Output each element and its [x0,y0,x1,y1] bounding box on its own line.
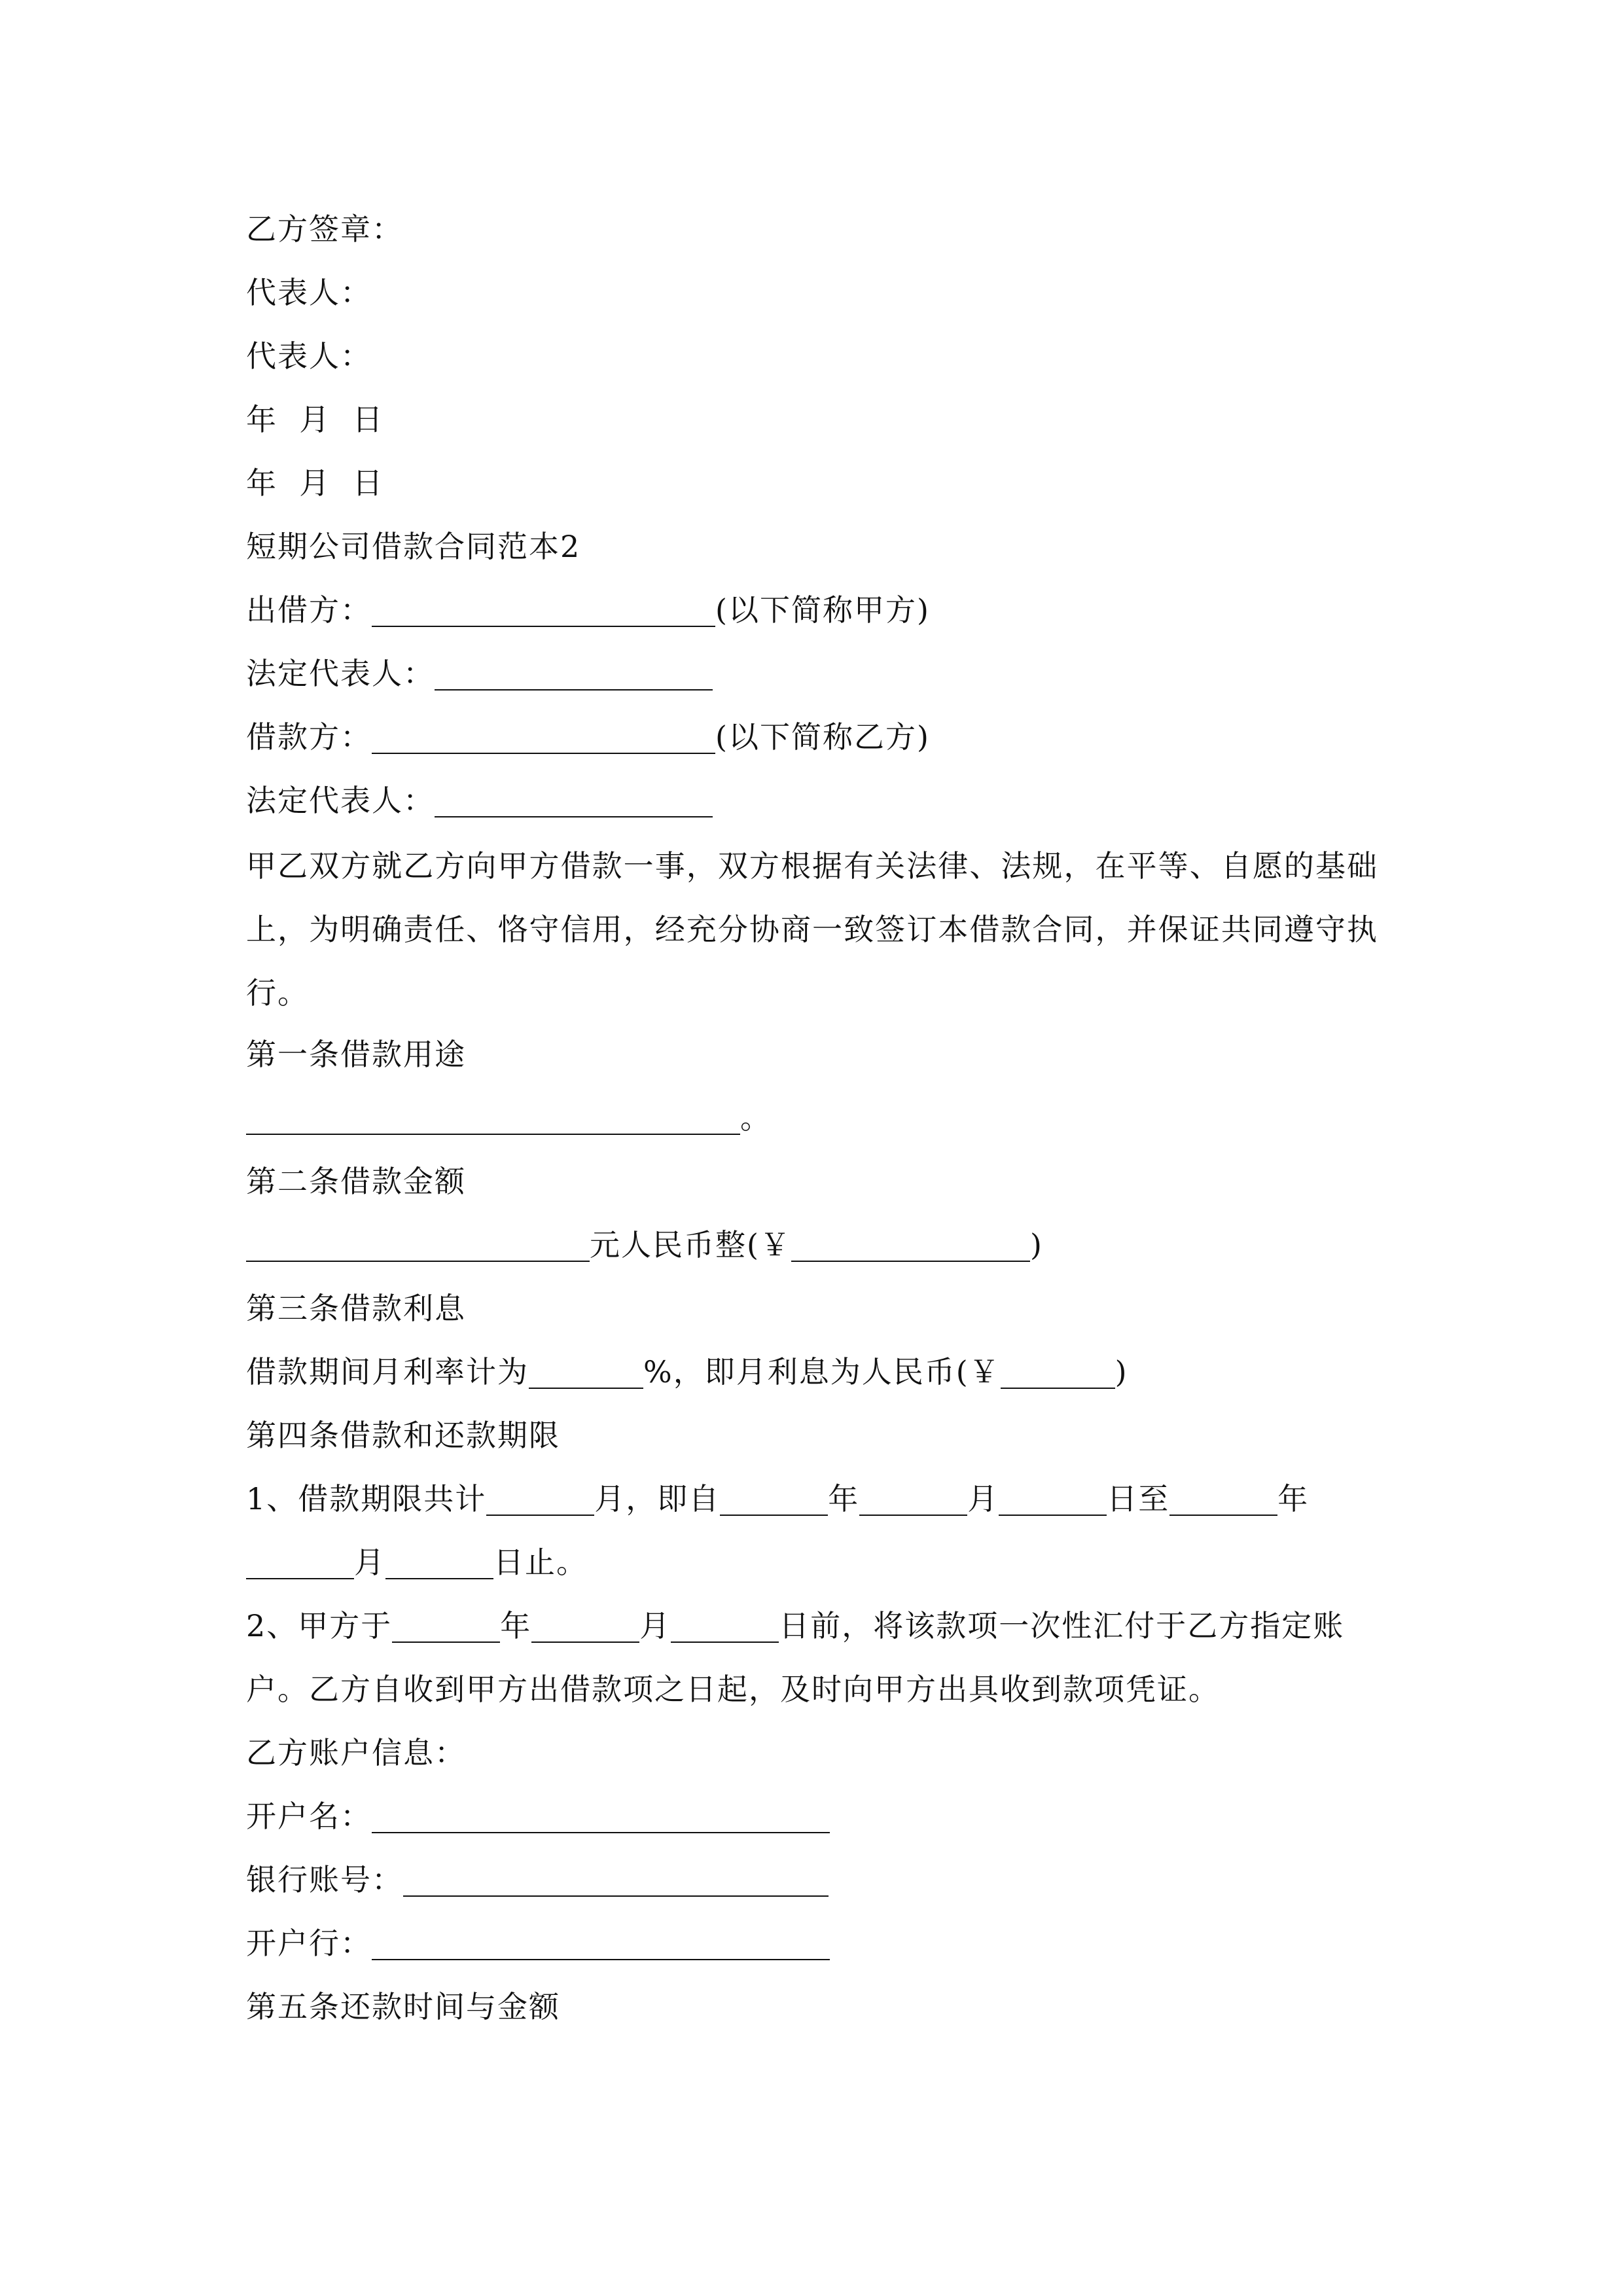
account-info-title: 乙方账户信息： [246,1735,466,1770]
amount-figures-blank [791,1224,1030,1262]
article3-line [246,1342,1128,1401]
term-line [246,1469,1309,1528]
transfer-line [246,1596,1344,1655]
article1-blank [246,1097,740,1135]
term-p7: 月 [354,1545,385,1580]
representative-1: 代表人： [246,275,372,310]
term-p8: 日止。 [493,1545,588,1580]
borrower-suffix: (以下简称乙方) [715,719,930,755]
term-line-2 [246,1533,588,1592]
article2-line [246,1215,1043,1274]
account-name-line [246,1787,830,1846]
article1-title: 第一条借款用途 [246,1037,466,1072]
transfer-p3: 月 [639,1608,671,1643]
term-p4: 月 [967,1481,999,1516]
account-bank-blank [372,1922,830,1960]
term-months-blank [486,1478,594,1516]
preamble-paragraph: 甲乙双方就乙方向甲方借款一事，双方根据有关法律、法规，在平等、自愿的基础上，为明确责任、恪守信用，经充分协商一致签订本借款合同，并保证共同遵守执行。 [246,848,1378,1011]
account-bank-line [246,1914,830,1973]
end-day-blank [385,1541,493,1579]
article1-line [246,1088,772,1147]
article1-end: 。 [740,1100,772,1136]
date-2: 年 月 日 [246,465,384,501]
lender-suffix: (以下简称甲方) [715,592,930,628]
lender-legal-rep-line [246,644,713,703]
borrower-legal-rep-line [246,771,713,830]
article4-title: 第四条借款和还款期限 [246,1418,560,1453]
article2-mid: 元人民币整(￥ [590,1227,791,1263]
borrower-legal-rep-blank [435,780,713,817]
article3-a: 借款期间月利率计为 [246,1354,529,1390]
borrower-blank [372,716,715,754]
rate-blank [529,1351,643,1389]
lender-legal-rep-label: 法定代表人： [246,656,435,691]
transfer-p2: 年 [500,1608,532,1643]
end-month-blank [246,1541,354,1579]
end-year-blank [1169,1478,1277,1516]
start-month-blank [859,1478,967,1516]
representative-2: 代表人： [246,338,372,374]
account-name-label: 开户名： [246,1799,372,1834]
transfer-line-2: 户。乙方自收到甲方出借款项之日起，及时向甲方出具收到款项凭证。 [246,1672,1220,1707]
term-p3: 年 [828,1481,860,1516]
term-p1: 1、借款期限共计 [246,1481,487,1516]
lender-line [246,581,930,639]
amount-words-blank [246,1224,590,1262]
lender-blank [372,589,715,627]
account-number-line [246,1850,829,1909]
contract-title: 短期公司借款合同范本2 [246,529,581,564]
lender-label: 出借方： [246,592,372,628]
borrower-label: 借款方： [246,719,372,755]
account-number-blank [403,1859,829,1897]
term-p6: 年 [1277,1481,1310,1516]
party-b-seal: 乙方签章： [246,211,403,247]
article3-b: %，即月利息为人民币(￥ [643,1354,1001,1390]
start-year-blank [720,1478,828,1516]
borrower-legal-rep-label: 法定代表人： [246,783,435,818]
date-1: 年 月 日 [246,402,384,437]
term-p5: 日至 [1107,1481,1170,1516]
monthly-interest-blank [1001,1351,1115,1389]
article3-title: 第三条借款利息 [246,1291,466,1326]
account-name-blank [372,1795,830,1833]
article3-c: ) [1115,1354,1128,1390]
article5-title: 第五条还款时间与金额 [246,1989,560,2024]
transfer-p4: 日前，将该款项一次性汇付于乙方指定账 [779,1608,1345,1643]
term-p2: 月，即自 [594,1481,721,1516]
account-number-label: 银行账号： [246,1862,403,1897]
transfer-month-blank [531,1605,639,1643]
transfer-year-blank [392,1605,500,1643]
start-day-blank [999,1478,1107,1516]
transfer-p1: 2、甲方于 [246,1608,393,1643]
transfer-day-blank [671,1605,779,1643]
article2-title: 第二条借款金额 [246,1164,466,1199]
account-bank-label: 开户行： [246,1926,372,1961]
article2-end: ) [1029,1227,1043,1263]
borrower-line [246,708,930,766]
lender-legal-rep-blank [435,653,713,691]
